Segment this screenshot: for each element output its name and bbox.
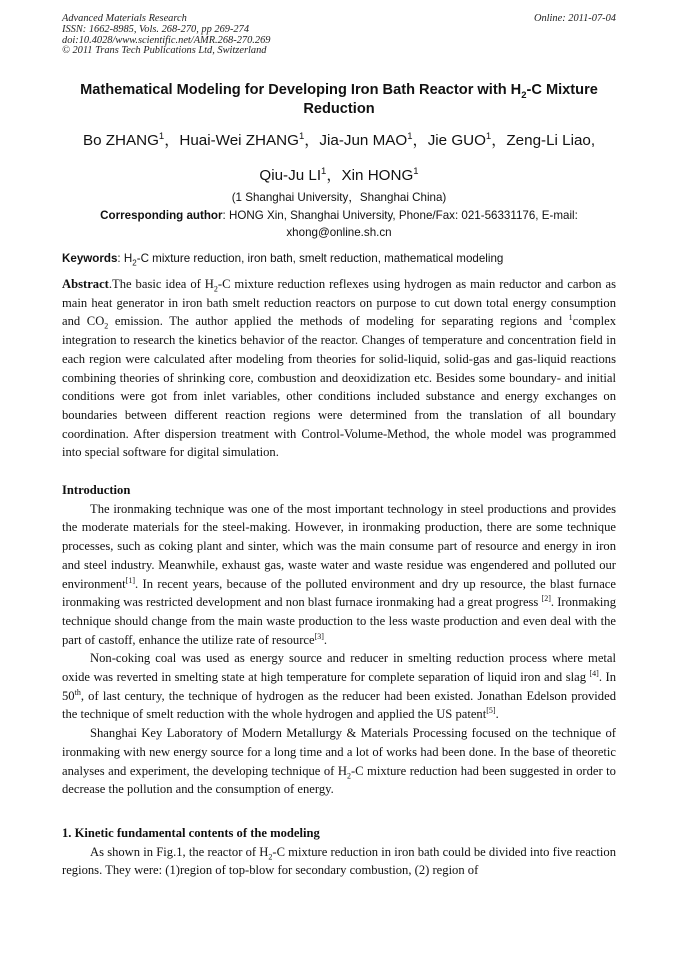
citation: [3] bbox=[314, 631, 324, 641]
journal-copyright: © 2011 Trans Tech Publications Ltd, Switzerland bbox=[62, 45, 267, 57]
paragraph: As shown in Fig.1, the reactor of $H_2-C$ mixture reduction in iron bath could be divided into five reaction regions. They were: (1)region of top-blow for secondary combustion, (2) region of bbox=[62, 844, 616, 878]
citation: [5] bbox=[486, 706, 496, 716]
paragraph: Shanghai Key Laboratory of Modern Metallurgy & Materials Processing focused on the technique of ironmaking with new energy source for a long time and a lot of works had been done. In the base of theoretic analyses and experiment, the developing technique of $H_2-C$ mixture reduction had been suggested in order to decrease the pollution and the consumption of energy. bbox=[62, 726, 616, 797]
citation: [2] bbox=[541, 594, 551, 604]
citation: [4] bbox=[589, 668, 599, 678]
author-list: Bo ZHANG$^1$，Huai-Wei ZHANG$^1$，Jia-Jun MAO$^1$，Jie GUO$^1$，Zeng-Li Liao, Qiu-Ju $LI^1$，Xin HONG$^1$ bbox=[82, 130, 596, 184]
paper-title: Mathematical Modeling for Developing Iron Bath Reactor with $H_2-C$ Mixture Reduction bbox=[80, 82, 598, 117]
journal-name: Advanced Materials Research bbox=[62, 13, 187, 24]
paragraph: The ironmaking technique was one of the most important technology in steel productions and provides the moderate materials for the steel-making. However, in ironmaking production, there are some technique processes, such as coking plant and sinter, which was the main consume part of resource and energy in iron and steel industry. Meanwhile, exhaust gas, waste water and waste residue was engendered and polluted our environment[1]. In recent years, because of the polluted environment and dry up resource, the blast furnace ironmaking was restricted development and non blast furnace ironmaking had a great progress [2]. Ironmaking technique should change from the main waste production to the less waste production and even deal with the part of castoff, enhance the utilize rate of resource[3]. bbox=[62, 501, 616, 647]
author: Bo ZHANG bbox=[82, 132, 159, 149]
introduction-section bbox=[62, 481, 616, 799]
author: Zeng-Li Liao, bbox=[506, 132, 596, 149]
paragraph: Non-coking coal was used as energy source and reducer in smelting reduction process where metal oxide was reverted in smelting state at high temperature for complete separation of liquid iron and slag [4]. In 50th, of last century, the technique of hydrogen as the reducer had been existed. Jonathan Edelson provided the technique of smelt reduction with the whole hydrogen and applied the US patent[5]. bbox=[62, 651, 616, 722]
author: Qiu-Ju LI bbox=[259, 167, 322, 184]
author: Jie GUO bbox=[427, 132, 486, 149]
author: Huai-Wei ZHANG bbox=[179, 132, 299, 149]
author: Xin HONG bbox=[341, 167, 414, 184]
abstract: Abstract.The basic idea of $H_2-C$ mixture reduction reflexes using hydrogen as main reductor and carbon as main heat generator in iron bath smelt reduction reactors on purpose to cut down total energy consumption and $CO_2$ emission. The author applied the methods of modeling for separating regions and $^1$complex integration to research the kinetics behavior of the reactor. Changes of temperature and concentration field in each region were calculated after modeling from theories for solid-liquid, solid-gas and gas-liquid reactions combining theories of shrinking core, combustion and deoxidization etc. Besides some boundary- and initial conditions were got from inlet variables, other conditions included substance and energy exchanges on boundaries between different reaction regions were determined from the translation of all boundary coordination. After dispersion treatment with Control-Volume-Method, the whole model was programmed into special software for digital simulation. bbox=[62, 277, 616, 460]
citation: [1] bbox=[125, 575, 135, 585]
abstract-label: Abstract bbox=[62, 277, 109, 291]
journal-issn: ISSN: 1662-8985, Vols. 268-270, pp 269-274 bbox=[62, 23, 250, 35]
corresponding-author: Corresponding author: HONG Xin, Shanghai University, Phone/Fax: 021-56331176, E-mail: xhong@online.sh.cn bbox=[100, 209, 578, 240]
affiliation: (1 Shanghai University，Shanghai China) bbox=[231, 191, 447, 204]
author: Jia-Jun MAO bbox=[319, 132, 408, 149]
section-heading: 1. Kinetic fundamental contents of the modeling bbox=[62, 826, 320, 840]
journal-header bbox=[62, 14, 616, 57]
section-heading: Introduction bbox=[62, 483, 131, 497]
online-date: Online: 2011-07-04 bbox=[533, 13, 616, 24]
keywords: Keywords: $H_2-C$ mixture reduction, iron bath, smelt reduction, mathematical modeling bbox=[62, 252, 504, 268]
section-1 bbox=[62, 824, 616, 880]
journal-doi: doi:10.4028/www.scientific.net/AMR.268-270.269 bbox=[62, 34, 271, 46]
